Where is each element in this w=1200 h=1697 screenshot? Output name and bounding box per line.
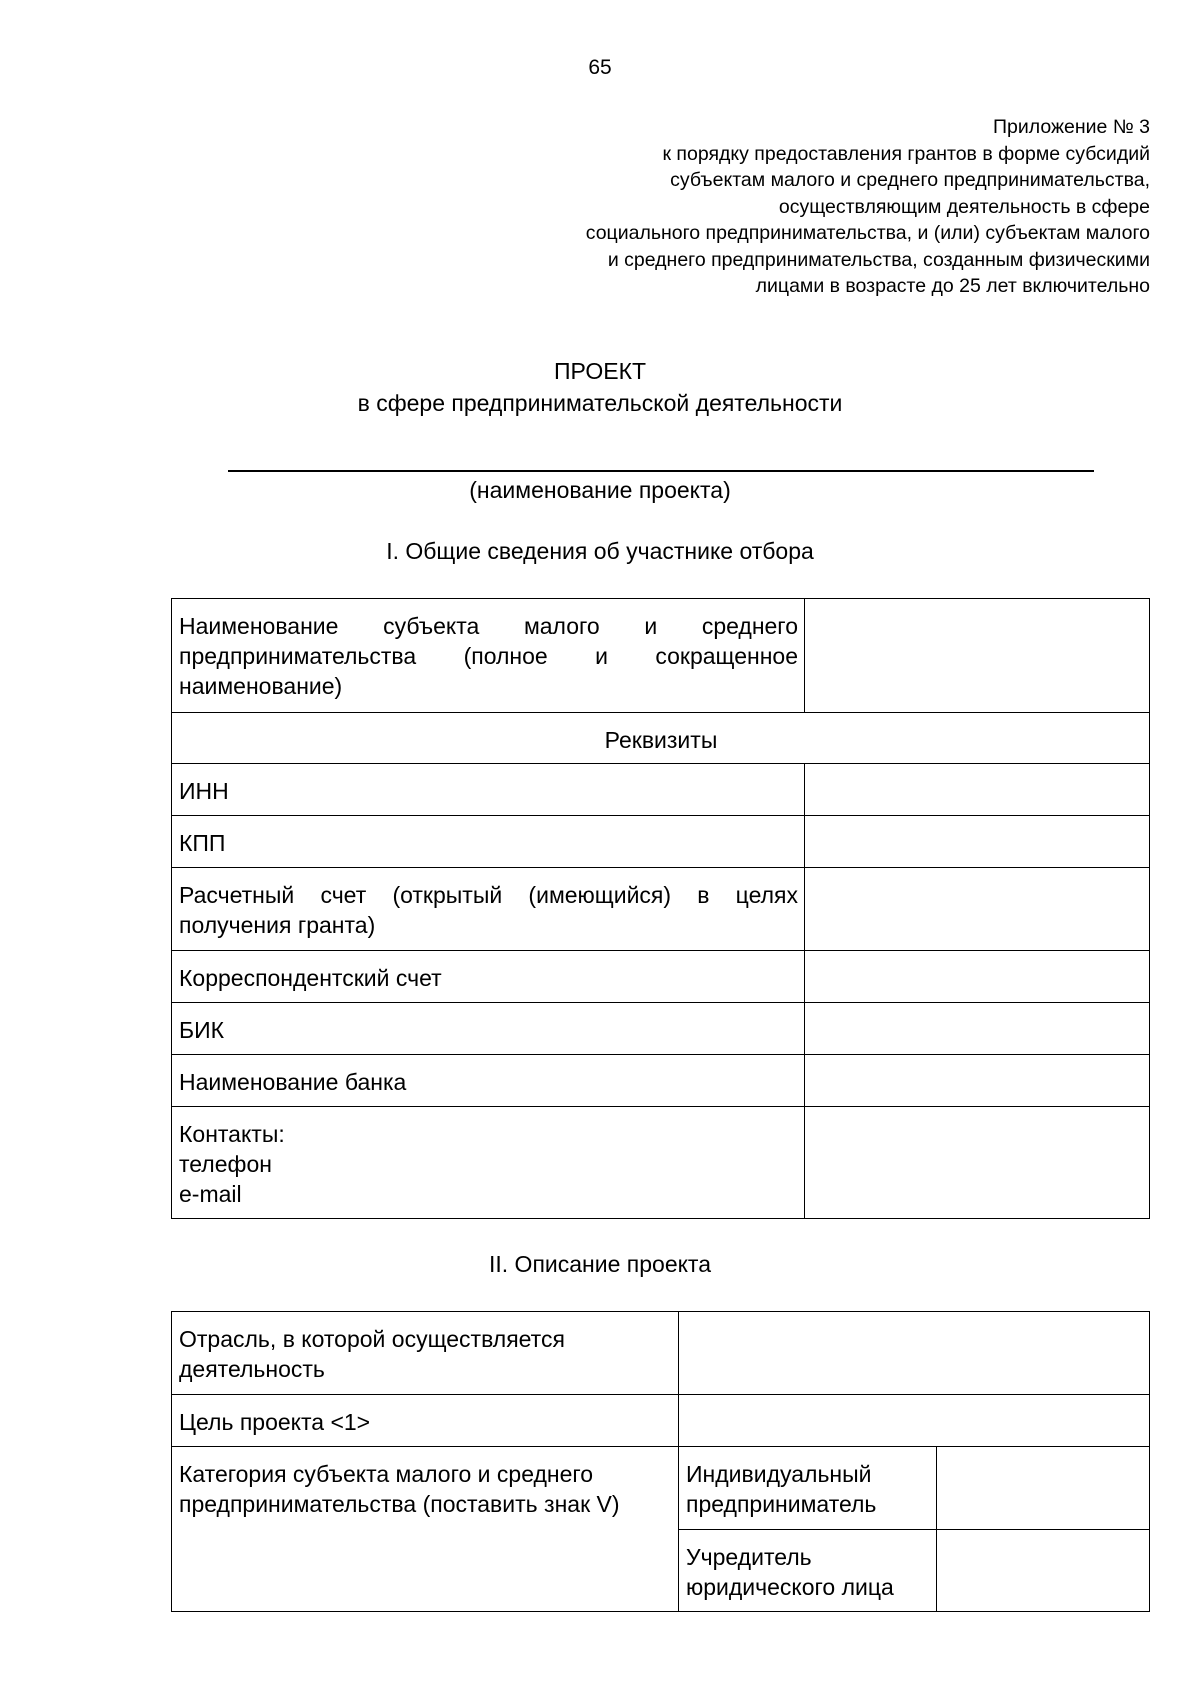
- section1-heading: I. Общие сведения об участнике отбора: [386, 538, 814, 564]
- bik-value[interactable]: [805, 1003, 1150, 1055]
- bik-label: БИК: [172, 1003, 805, 1055]
- requisites-header: Реквизиты: [172, 713, 1150, 764]
- account-value[interactable]: [805, 868, 1150, 951]
- project-description-table: [171, 1311, 1150, 1612]
- kpp-label: КПП: [172, 816, 805, 868]
- appendix-line: осуществляющим деятельность в сфере: [778, 195, 1150, 218]
- appendix-line: социального предпринимательства, и (или) субъектам малого: [585, 222, 1150, 244]
- bank-name-value[interactable]: [805, 1055, 1150, 1107]
- appendix-line: субъектам малого и среднего предпринимательства,: [670, 169, 1150, 191]
- contacts-value[interactable]: [805, 1107, 1150, 1219]
- kpp-value[interactable]: [805, 816, 1150, 868]
- project-name-line[interactable]: [228, 470, 1094, 472]
- option-founder-label: Учредитель юридического лица: [679, 1530, 937, 1612]
- appendix-line: Приложение № 3: [993, 116, 1150, 138]
- corr-account-label: Корреспондентский счет: [172, 951, 805, 1003]
- title-main: ПРОЕКТ: [553, 358, 647, 384]
- document-title: [0, 355, 1200, 419]
- appendix-line: к порядку предоставления грантов в форме субсидий: [662, 142, 1150, 165]
- corr-account-value[interactable]: [805, 951, 1150, 1003]
- goal-label: Цель проекта <1>: [172, 1395, 679, 1447]
- participant-info-table: [171, 598, 1150, 1219]
- option-ip-label: Индивидуальный предприниматель: [679, 1447, 937, 1530]
- page-number: 65: [588, 56, 612, 79]
- inn-value[interactable]: [805, 764, 1150, 816]
- goal-value[interactable]: [679, 1395, 1150, 1447]
- industry-value[interactable]: [679, 1312, 1150, 1395]
- contacts-phone: телефон: [179, 1151, 272, 1177]
- option-founder-mark[interactable]: [937, 1530, 1150, 1612]
- subject-name-value[interactable]: [805, 599, 1150, 713]
- account-label: Расчетный счет (открытый (имеющийся) в целях получения гранта): [172, 868, 805, 951]
- option-ip-mark[interactable]: [937, 1447, 1150, 1530]
- appendix-header: [250, 114, 1150, 300]
- bank-name-label: Наименование банка: [172, 1055, 805, 1107]
- appendix-line: и среднего предпринимательства, созданным физическими: [607, 248, 1150, 271]
- inn-label: ИНН: [172, 764, 805, 816]
- section2-heading: II. Описание проекта: [489, 1251, 711, 1277]
- project-name-caption: (наименование проекта): [469, 477, 731, 503]
- industry-label: Отрасль, в которой осуществляется деятельность: [172, 1312, 679, 1395]
- category-label: Категория субъекта малого и среднего предпринимательства (поставить знак V): [172, 1447, 679, 1612]
- title-subtitle: в сфере предпринимательской деятельности: [357, 390, 843, 416]
- contacts-label: [172, 1107, 805, 1219]
- contacts-title: Контакты:: [179, 1121, 285, 1147]
- appendix-line: лицами в возрасте до 25 лет включительно: [755, 275, 1150, 297]
- contacts-email: e-mail: [179, 1181, 242, 1207]
- subject-name-label: Наименование субъекта малого и среднего предпринимательства (полное и сокращенное наименование): [172, 599, 805, 713]
